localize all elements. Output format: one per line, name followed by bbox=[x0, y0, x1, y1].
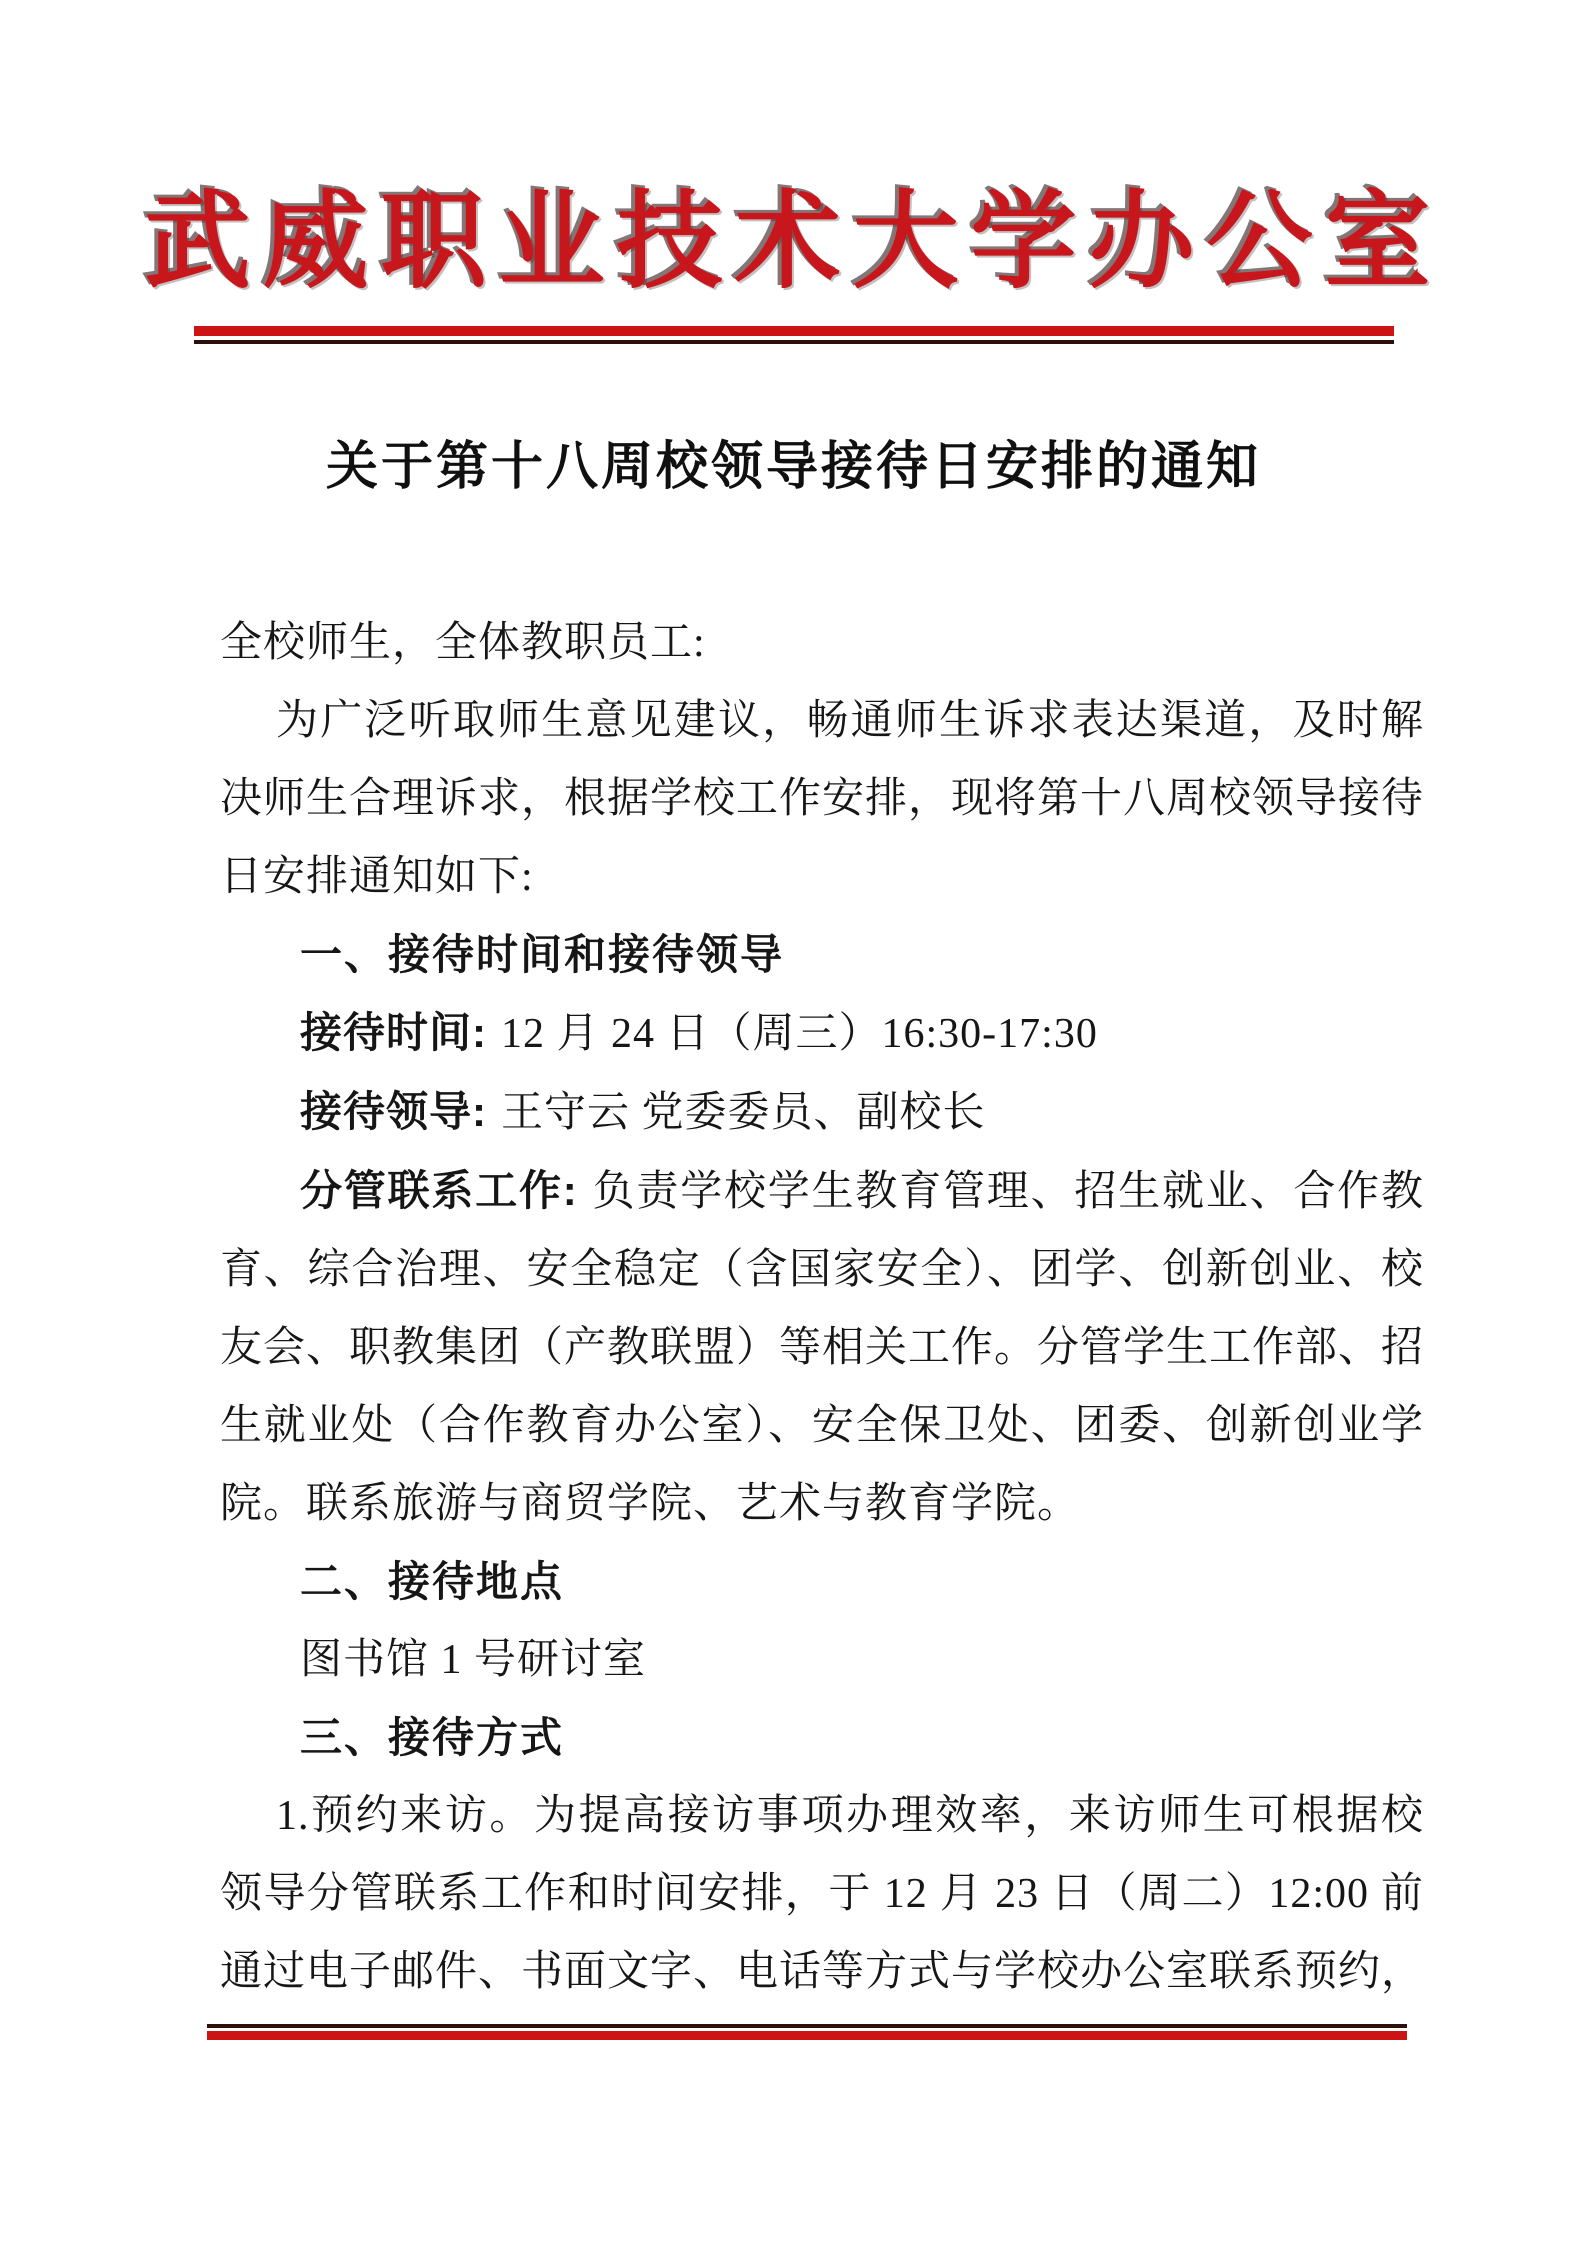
paragraph-label: 接待时间: bbox=[300, 1009, 487, 1056]
paragraph bbox=[220, 1621, 1424, 1699]
paragraph bbox=[220, 1152, 1424, 1543]
letterhead-separator bbox=[194, 326, 1394, 344]
paragraph bbox=[220, 994, 1424, 1073]
paragraph-text: 三、接待方式 bbox=[300, 1714, 565, 1761]
paragraph bbox=[220, 1073, 1424, 1152]
paragraph bbox=[220, 916, 1424, 994]
paragraph bbox=[220, 604, 1424, 682]
paragraph-label: 分管联系工作: bbox=[300, 1167, 578, 1214]
paragraph-text: 12 月 24 日（周三）16:30-17:30 bbox=[501, 1011, 1098, 1057]
paragraph-text: 全校师生，全体教职员工: bbox=[220, 620, 706, 666]
document-body bbox=[220, 604, 1424, 2011]
paragraph-text: 负责学校学生教育管理、招生就业、合作教育、综合治理、安全稳定（含国家安全）、团学、创新创业、校友会、职教集团（产教联盟）等相关工作。分管学生工作部、招生就业处（合作教育办公室）、安全保卫处、团委、创新创业学院。联系旅游与商贸学院、艺术与教育学院。 bbox=[220, 1169, 1425, 1527]
paragraph-text: 王守云 党委委员、副校长 bbox=[501, 1090, 986, 1136]
paragraph-text: 一、接待时间和接待领导 bbox=[300, 931, 785, 978]
separator-red-line bbox=[194, 326, 1394, 336]
footer-red-line bbox=[207, 2031, 1407, 2040]
footer-separator bbox=[207, 2024, 1407, 2040]
paragraph bbox=[220, 682, 1424, 916]
paragraph bbox=[220, 1699, 1424, 1777]
paragraph bbox=[220, 1777, 1424, 2011]
paragraph bbox=[220, 1543, 1424, 1621]
paragraph-text: 图书馆 1 号研讨室 bbox=[300, 1637, 647, 1683]
document-title: 关于第十八周校领导接待日安排的通知 bbox=[325, 439, 1261, 496]
paragraph-text: 为广泛听取师生意见建议，畅通师生诉求表达渠道，及时解决师生合理诉求，根据学校工作安排，现将第十八周校领导接待日安排通知如下: bbox=[220, 698, 1425, 900]
letterhead-org-name: 武威职业技术大学办公室 bbox=[144, 184, 1443, 301]
paragraph-text: 二、接待地点 bbox=[300, 1558, 565, 1605]
paragraph-label: 接待领导: bbox=[300, 1088, 487, 1135]
paragraph-text: 1.预约来访。为提高接访事项办理效率，来访师生可根据校领导分管联系工作和时间安排，于 12 月 23 日（周二）12:00 前通过电子邮件、书面文字、电话等方式与学校办公室联系预约， bbox=[220, 1793, 1425, 1995]
separator-dark-line bbox=[194, 340, 1394, 344]
